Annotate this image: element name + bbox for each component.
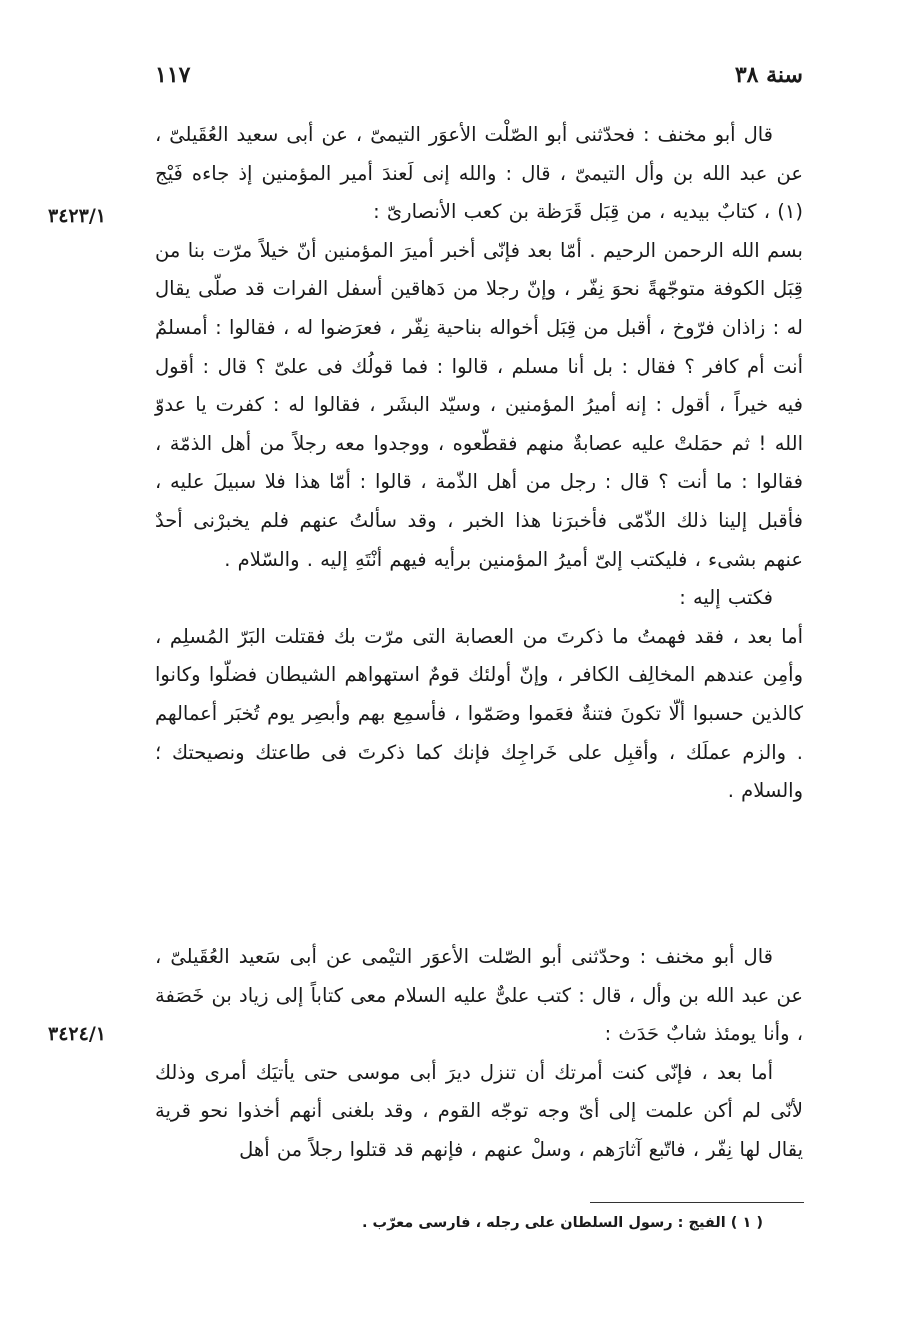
page-number: ١١٧ [155, 62, 191, 88]
paragraph: قال أبو مخنف : وحدّثنى أبو الصّلت الأعوَر التيْمى عن أبى سَعيد العُقَيلىّ ، عن عبد الله بن وأل ، قال : كتب علىٌّ عليه السلام معى كتاباً إلى زياد بن خَصَفة ، وأنا يومئذ شابٌ حَدَث : [155, 945, 803, 1046]
paragraph: أما بعد ، فإنّى كنت أمرتك أن تنزل ديرَ أبى موسى حتى يأتيَك أمرى وذلك لأنّى لم أكن علمت إلى أىّ وجه توجّه القوم ، وقد بلغنى أنهم أخذوا نحو قرية يقال لها نِفّر ، فاتّبع آثارَهم ، وسلْ عنهم ، فإنهم قد قتلوا رجلاً من أهل [155, 1060, 803, 1161]
paragraph: بسم الله الرحمن الرحيم . أمّا بعد فإنّى أخبر أميرَ المؤمنين أنّ خيلاً مرّت بنا من قِبَل الكوفة متوجّهةً نحوَ نِفّر ، وإنّ رجلا من دَهاقين أسفل الفرات قد صلّى يقال له : زاذان فرّوخ ، أقبل من قِبَل أخواله بناحية نِفّر ، فعرَضوا له ، فقالوا : أمسلمٌ أنت أم كافر ؟ فقال : بل أنا مسلم ، قالوا : فما قولُك فى علىّ ؟ قال : أقول فيه خيراً ، أقول : إنه أميرُ المؤمنين ، وسيّد البشَر ، فقالوا له : كفرت يا عدوّ الله ! ثم حمَلتْ عليه عصابةٌ منهم فقطّعوه ، ووجدوا معه رجلاً من أهل الذمّة ، فقالوا : ما أنت ؟ قال : رجل من أهل الذّمة ، قالوا : أمّا هذا فلا سبيلَ عليه ، فأقبل إلينا ذلك الذّمّى فأخبرَنا هذا الخبر ، وقد سألتُ عنهم فلم يخبرْنى أحدٌ عنهم بشىء ، فليكتب إلىّ أميرُ المؤمنين برأيه فيهم أنْتَهِ إليه . والسّلام . [155, 238, 803, 571]
footnote-divider [590, 1202, 804, 1203]
paragraph: أما بعد ، فقد فهمتُ ما ذكرتَ من العصابة التى مرّت بك فقتلت البَرّ المُسلِم ، وأمِن عندهم المخالِف الكافر ، وإنّ أولئك قومٌ استهواهم الشيطان فضلّوا وكانوا كالذين حسبوا ألّا تكونَ فتنةٌ فعَموا وصَمّوا ، فأسمِع بهم وأبصِر يوم تُخبَر أعمالهم . والزم عملَك ، وأقبِل على خَراجِك فإنك كما ذكرتَ فى طاعتك ونصيحتك ؛ والسلام . [155, 624, 803, 803]
margin-reference: ٣٤٢٣/١ [48, 205, 106, 227]
paragraph-block-1 [155, 116, 803, 811]
margin-reference: ٣٤٢٤/١ [48, 1023, 106, 1045]
footnote: ( ١ ) الفيج : رسول السلطان على رجله ، فارسى معرّب . [361, 1215, 763, 1231]
paragraph-block-2 [155, 938, 803, 1170]
paragraph: قال أبو مخنف : فحدّثنى أبو الصّلْت الأعوَر التيمىّ ، عن أبى سعيد العُقَيلىّ ، عن عبد الله بن وأل التيمىّ ، قال : والله إنى لَعندَ أمير المؤمنين إذ جاءه فَيْج (١) ، كتابٌ بيديه ، من قِبَل قَرَظة بن كعب الأنصارىّ : [155, 123, 803, 224]
paragraph: فكتب إليه : [679, 586, 773, 610]
running-head: سنة ٣٨ [734, 62, 803, 88]
